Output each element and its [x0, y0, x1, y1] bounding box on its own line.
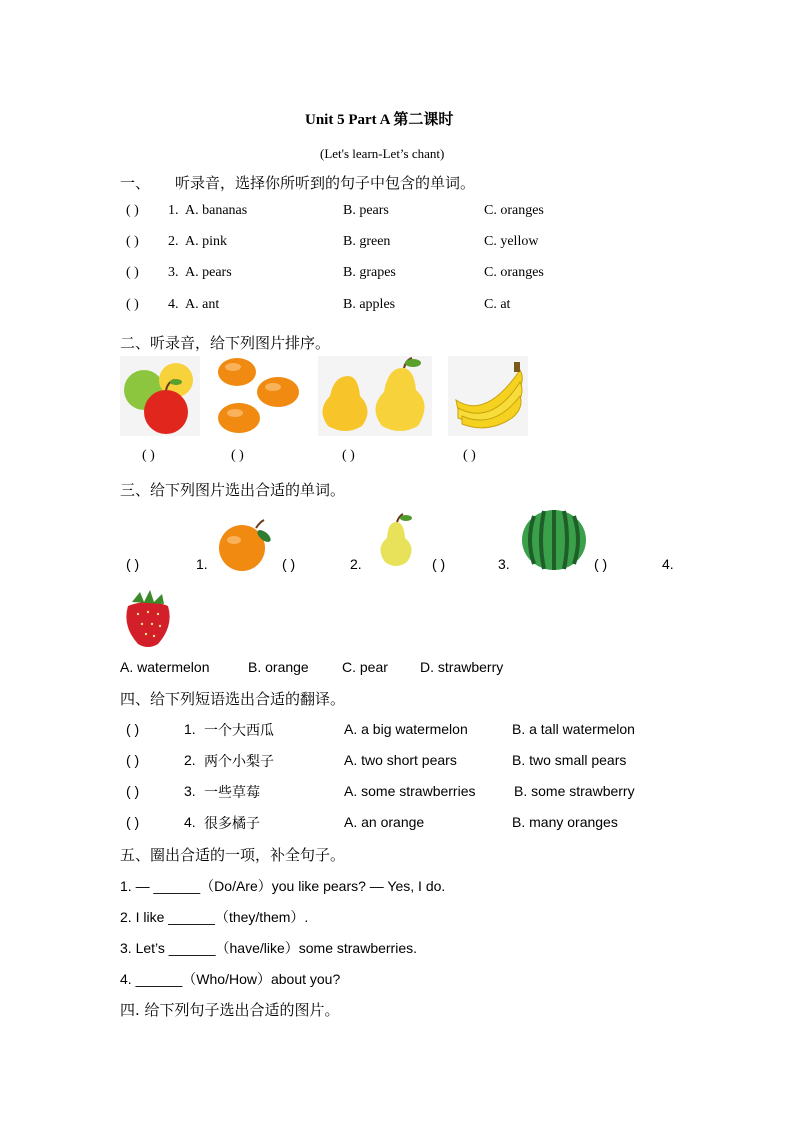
row-number: 4.: [184, 814, 196, 830]
question-number: 2.: [168, 234, 179, 249]
oranges-image: [215, 356, 303, 436]
option-b: B. grapes: [343, 265, 396, 280]
word-option-b: B. orange: [248, 659, 309, 675]
pears-image: [318, 356, 432, 436]
order-blank-3[interactable]: ( ): [342, 448, 355, 463]
picture-number-1: 1.: [196, 556, 208, 572]
word-option-a: A. watermelon: [120, 659, 210, 675]
row-number: 1.: [184, 721, 196, 737]
option-a: A. ant: [185, 297, 220, 312]
picture-answer-blank-2[interactable]: ( ): [282, 556, 296, 572]
section5-heading: 五、圈出合适的一项，补全句子。: [120, 846, 346, 864]
option-b: B. some strawberry: [514, 783, 635, 799]
strawberry-image: [122, 588, 174, 648]
picture-answer-blank-1[interactable]: ( ): [126, 556, 140, 572]
row-number: 2.: [184, 752, 196, 768]
section1-heading: 听录音，选择你所听到的句子中包含的单词。: [175, 174, 476, 192]
fill-sentence-1[interactable]: 1. — ______（Do/Are）you like pears? — Yes, I do.: [120, 878, 446, 894]
option-b: B. apples: [343, 297, 396, 312]
section3-heading: 三、给下列图片选出合适的单词。: [120, 481, 346, 499]
option-a: A. two short pears: [344, 752, 457, 768]
word-option-c: C. pear: [342, 659, 388, 675]
picture-answer-blank-4[interactable]: ( ): [594, 556, 608, 572]
option-c: C. oranges: [484, 265, 544, 280]
order-blank-2[interactable]: ( ): [231, 448, 244, 463]
orange-image: [214, 518, 274, 572]
answer-blank[interactable]: ( ): [126, 265, 139, 280]
question-number: 1.: [168, 203, 179, 218]
option-b: B. a tall watermelon: [512, 721, 635, 737]
question-number: 4.: [168, 297, 179, 312]
option-a: A. an orange: [344, 814, 425, 830]
picture-number-3: 3.: [498, 556, 510, 572]
section6-heading: 四. 给下列句子选出合适的图片。: [120, 1001, 340, 1019]
option-b: B. pears: [343, 203, 389, 218]
option-a: A. some strawberries: [344, 783, 476, 799]
question-number: 3.: [168, 265, 179, 280]
chinese-phrase: 两个小梨子: [204, 754, 274, 770]
option-b: B. many oranges: [512, 814, 618, 830]
option-a: A. pink: [185, 234, 227, 249]
bananas-image: [448, 356, 528, 436]
answer-blank[interactable]: ( ): [126, 234, 139, 249]
page-subtitle: (Let's learn-Let’s chant): [320, 146, 445, 161]
option-a: A. pears: [185, 265, 232, 280]
section2-heading: 二、听录音，给下列图片排序。: [120, 334, 331, 352]
option-a: A. bananas: [185, 203, 248, 218]
fill-sentence-4[interactable]: 4. ______（Who/How）about you?: [120, 971, 341, 987]
apples-image: [120, 356, 200, 436]
page-title: Unit 5 Part A 第二课时: [305, 112, 454, 128]
option-b: B. green: [343, 234, 391, 249]
row-number: 3.: [184, 783, 196, 799]
option-a: A. a big watermelon: [344, 721, 468, 737]
section1-heading-num: 一、: [120, 174, 151, 192]
answer-blank[interactable]: ( ): [126, 721, 140, 737]
order-blank-4[interactable]: ( ): [463, 448, 476, 463]
answer-blank[interactable]: ( ): [126, 783, 140, 799]
option-b: B. two small pears: [512, 752, 627, 768]
word-option-d: D. strawberry: [420, 659, 504, 675]
fill-sentence-2[interactable]: 2. I like ______（they/them）.: [120, 909, 309, 925]
chinese-phrase: 一个大西瓜: [204, 723, 274, 739]
watermelon-image: [520, 508, 588, 572]
order-blank-1[interactable]: ( ): [142, 448, 155, 463]
pear-image: [372, 512, 420, 570]
option-c: C. at: [484, 297, 511, 312]
picture-number-2: 2.: [350, 556, 362, 572]
chinese-phrase: 很多橘子: [204, 816, 260, 832]
picture-number-4: 4.: [662, 556, 674, 572]
answer-blank[interactable]: ( ): [126, 203, 139, 218]
answer-blank[interactable]: ( ): [126, 297, 139, 312]
option-c: C. yellow: [484, 234, 539, 249]
section4-heading: 四、给下列短语选出合适的翻译。: [120, 690, 346, 708]
answer-blank[interactable]: ( ): [126, 752, 140, 768]
answer-blank[interactable]: ( ): [126, 814, 140, 830]
fill-sentence-3[interactable]: 3. Let’s ______（have/like）some strawberries.: [120, 940, 418, 956]
chinese-phrase: 一些草莓: [204, 785, 260, 801]
picture-answer-blank-3[interactable]: ( ): [432, 556, 446, 572]
option-c: C. oranges: [484, 203, 544, 218]
